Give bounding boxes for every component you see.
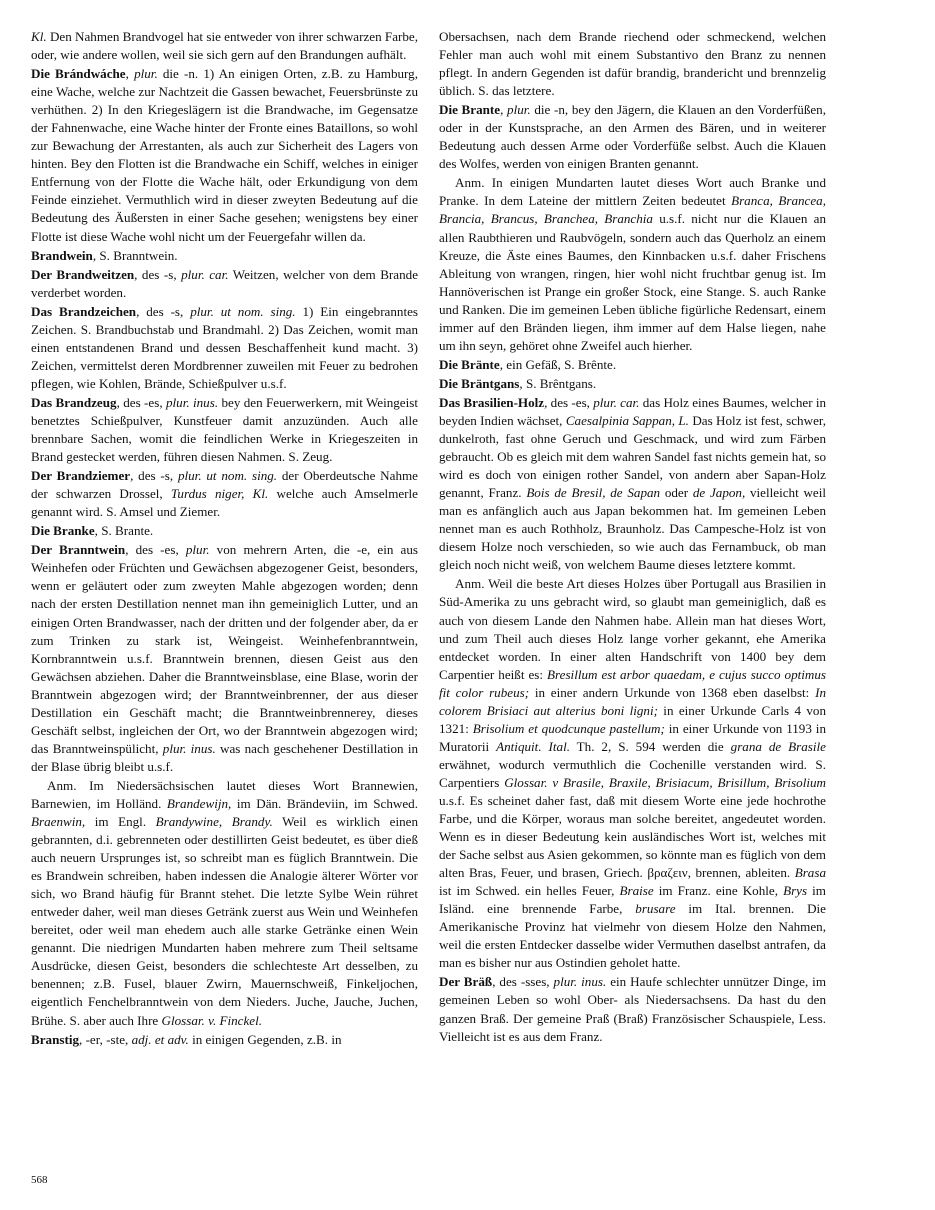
- dictionary-entry: [439, 356, 826, 374]
- body-text: im Dän. Brändeviin, im Schwed.: [231, 795, 418, 811]
- body-text: Weil es wirklich einen gebrannten, d.i. gebrenneten oder destillirten Geist bedeutet, es über dieß auch neuern Ursprunges ist, so schreibt man es füglich Branntwein. Die es Brandwein schreiben, haben indessen die Analogie älterer Wörter vor sich, wo Brand häufig für Brannt stehet. Die letzte Sylbe Wein rühret entweder daher, weil man dieses Getränk zuerst aus Wein und Weinhefen bereitet, oder weil man ehedem auch alle starke Getränke einen Wein genannt. Die niedrigen Mundarten haben mehrere zum Theil seltsame Ausdrücke, diesen Geist, besonders die schlechteste Art desselben, zu benennen; z.B. Fusel, blauer Zwirn, Mauernschweiß, Finkeljochen, eigentlich Fenchelbranntwein von dem Nieders. Juche, Jauche, Juchen, Brühe. S. aber auch Ihre: [31, 814, 418, 1028]
- italic-text: Caesalpinia Sappan, L.: [565, 412, 689, 428]
- annotation-paragraph: [31, 777, 418, 1030]
- headword: Die Branke: [31, 523, 95, 539]
- italic-text: Bois de Bresil, de Sapan: [526, 485, 661, 501]
- italic-text: plur.: [134, 66, 158, 82]
- body-text: Anm. Weil die beste Art dieses Holzes über Portugall aus Brasilien in Süd-Amerika zu uns gebracht wird, so glaubt man gemeiniglich, daß es auch von diesem Lande den Nahmen habe. Allein man hat dieses Wort, und zum Theil auch dieses Holz lange vorher gekannt, ehe Amerika entdecket worden. In einer alten Handschrift von 1400 bey dem Carpentier heißt es:: [439, 576, 826, 682]
- body-text: , ein Gefäß, S. Brênte.: [499, 356, 617, 372]
- italic-text: grana de Brasile: [730, 738, 826, 754]
- body-text: welche auch Amselmerle genannt wird. S. Amsel und Ziemer.: [31, 486, 418, 520]
- italic-text: Brandywine, Brandy.: [155, 814, 273, 830]
- italic-text: de Japon,: [692, 485, 746, 501]
- italic-text: Branca, Brancea, Brancia, Brancus, Branchea, Branchia: [439, 193, 826, 227]
- headword: Der Bräß: [439, 974, 493, 990]
- body-text: u.s.f. Es scheinet daher fast, daß mit diesem Worte eine jede hochrothe Farbe, und die Körper, woraus man solche bereitet, angedeutet worden. Wenn es in dieser Bedeutung kein ausländisches Wort ist, welches mit der Sache selbst aus Asien gekommen, so könnte man es füglich von dem alten Bras, Feuer, und brasen, Griech. βραζειν, brennen, ableiten.: [439, 792, 826, 881]
- dictionary-entry: [439, 394, 826, 574]
- body-text: bey den Feuerwerkern, mit Weingeist benetztes Schießpulver, Kunstfeuer damit anzuzünden. Auch alle brennbare Sachen, womit die feindlichen Werke in Kriegeszeiten in Brand gestecket werden, führen diesen Nahmen. S. Zeug.: [31, 394, 418, 465]
- headword: Brandwein: [31, 247, 93, 263]
- headword: Die Bräntgans: [439, 375, 520, 391]
- body-text: , des -es,: [116, 394, 166, 410]
- italic-text: plur. inus.: [553, 974, 607, 990]
- italic-text: Antiquit. Ital.: [496, 738, 570, 754]
- dictionary-entry: [31, 467, 418, 521]
- dictionary-entry: [439, 101, 826, 173]
- body-text: , des -sses,: [492, 974, 554, 990]
- continued-text: [31, 28, 418, 64]
- italic-text: In colorem Brisiaci aut alterius boni ligni;: [439, 684, 826, 718]
- body-text: erwähnet, wodurch vermuthlich die Cochenille verstanden wird. S. Carpentiers: [439, 756, 826, 790]
- italic-text: Brys: [783, 883, 808, 899]
- annotation-paragraph: [439, 575, 826, 972]
- body-text: Obersachsen, nach dem Brande riechend oder schmeckend, welchen Fehler man auch wohl mit einem Substantivo den Branz zu nennen pflegt. In andern Gegenden ist dafür brandig, brandericht und brennzelig üblich. S. das letztere.: [439, 29, 826, 99]
- dictionary-entry: [31, 303, 418, 393]
- body-text: im Franz. eine Kohle,: [653, 883, 784, 899]
- body-text: die -n. 1) An einigen Orten, z.B. zu Hamburg, eine Wache, welche zur Nachtzeit die Gassen bewachet, Feuersbrünste zu verhüthen. 2) In den Kriegeslägern ist die Brandwache, im Gegensatze der Fahnenwache, eine Wache hinter der Fronte eines Bataillons, so wohl zur Bewachung der Arrestanten, als auch zur Sicherheit des Lagers von hinten. Bey den Flotten ist die Brandwache ein Schiff, welches in einiger Entfernung von der Flotte die Wache hält, oder Erkundigung von dem Feinde einziehet. Vermuthlich wird in dieser zweyten Bedeutung auf die Bedeutung des Äußersten in einer Sache gesehen; wenigstens bey einer Flotte ist diese Wache wohl nicht um der Feuergefahr willen da.: [31, 66, 418, 244]
- body-text: , des -s,: [136, 303, 191, 319]
- italic-text: plur. car.: [181, 266, 229, 282]
- body-text: , des -s,: [130, 468, 178, 484]
- italic-text: plur.: [507, 102, 531, 118]
- body-text: in einer Urkunde Carls 4 von 1321:: [439, 702, 826, 736]
- headword: Die Brándwáche: [31, 66, 126, 82]
- italic-text: plur. inus.: [162, 740, 216, 756]
- body-text: im Ital. brennen. Die Amerikanische Provinz hat vielmehr von diesem Holze den Nahmen, weil die ersten Entdecker dasselbe wider Vermuthen daselbst antrafen, da man es bisher nur aus Ostindien geholet hatte.: [439, 901, 826, 971]
- headword: Der Brandweitzen: [31, 266, 135, 282]
- body-text: , des -s,: [134, 266, 182, 282]
- body-text: in einer andern Urkunde von 1368 eben daselbst:: [529, 684, 816, 700]
- italic-text: Brandewijn,: [166, 795, 232, 811]
- italic-text: Brasa: [794, 865, 826, 881]
- body-text: , S. Brante.: [94, 523, 154, 539]
- italic-text: Brisolium et quodcunque pastellum;: [472, 720, 665, 736]
- body-text: ein Haufe schlechter unnützer Dinge, im gemeinen Leben so wohl Ober- als Niedersachsens. Da hast du den ganzen Braß. Der gemeine Praß (Braß) Französischer Schauspiele, Less. Vielleicht ist es aus dem Franz.: [439, 974, 826, 1044]
- left-column: [31, 28, 418, 1050]
- italic-text: Glossar. v. Finckel.: [161, 1012, 263, 1028]
- italic-text: plur.: [185, 542, 210, 558]
- italic-text: Turdus niger, Kl.: [170, 486, 269, 502]
- annotation-paragraph: [439, 174, 826, 354]
- body-text: das Holz eines Baumes, welcher in beyden Indien wächset,: [439, 394, 827, 428]
- italic-text: brusare: [635, 901, 676, 917]
- dictionary-entry: [31, 247, 418, 265]
- italic-text: Glossar. v Brasile, Braxile, Brisiacum, Brisillum, Brisolium: [504, 774, 826, 790]
- italic-text: plur. ut nom. sing.: [177, 468, 278, 484]
- headword: Die Brante: [439, 102, 501, 118]
- body-text: die -n, bey den Jägern, die Klauen an den Vorderfüßen, oder in der Kunstsprache, an den Armen des Bären, und in weiterer Bedeutung auch dessen Arme oder Vorderfüße selbst. Auch die Klauen des Wolfes, werden von einigen Branten genannt.: [439, 102, 827, 172]
- body-text: Weitzen, welcher von dem Brande verderbet worden.: [31, 266, 419, 300]
- body-text: von mehrern Arten, die -e, ein aus Weinhefen oder Früchten und Gewächsen abgezogener Geist, besonders, wenn er geläutert oder zum zweyten Mahle abgezogen worden; denn nach der ersten Destillation nennet man ihn gemeiniglich Lutter, und an einigen Orten Brandwasser, nach der dritten und der folgender aber, da er zum Trinken zu stark ist, Weingeist. Weinhefenbranntwein, Kornbranntwein u.s.f. Branntwein brennen, diesen Geist aus den Gewächsen abziehen. Daher die Branntweinsblase, eine Blase, worin der Branntwein abgezogen wird; der Branntweinbrenner, der aus dieser Destillation ein Geschäft macht; die Branntweinbrennerey, dieses Geschäft selbst, ingleichen der Ort, wo der Branntwein abgezogen wird; das Branntweinspülicht,: [31, 542, 418, 756]
- italic-text: plur. car.: [593, 394, 640, 410]
- body-text: Anm. In einigen Mundarten lautet dieses Wort auch Branke und Pranke. In dem Lateine der mittlern Zeiten bedeutet: [439, 175, 826, 209]
- dictionary-entry: [31, 266, 418, 302]
- body-text: ist im Schwed. ein helles Feuer,: [439, 883, 620, 899]
- dictionary-entry: [31, 522, 418, 540]
- headword: Das Brasilien-Holz: [439, 394, 545, 410]
- headword: Das Brandzeug: [31, 394, 117, 410]
- dictionary-entry: [439, 973, 826, 1045]
- body-text: im Engl.: [85, 814, 156, 830]
- body-text: in einer Urkunde von 1193 in Muratorii: [439, 720, 826, 754]
- body-text: , -er, -ste,: [79, 1031, 132, 1047]
- body-text: im Isländ. eine brennende Farbe,: [439, 883, 826, 917]
- body-text: vielleicht weil man es anfänglich auch aus Japan bekommen hat. Im gemeinen Leben nennet man es auch Rothholz, Braunholz. Das Campesche-Holz ist von diesem Holze noch verschieden, so wie auch das Fernambuck, ob man gleich noch nicht weiß, von welchem Baume dieses letztere kommt.: [439, 485, 827, 573]
- italic-text: Kl.: [31, 29, 47, 44]
- headword: Der Brandziemer: [31, 468, 131, 484]
- body-text: was nach geschehener Destillation in der Blase übrig bleibt u.s.f.: [31, 740, 419, 774]
- italic-text: plur. inus.: [165, 394, 219, 410]
- body-text: Th. 2, S. 594 werden die: [569, 738, 731, 754]
- body-text: oder: [660, 485, 693, 501]
- dictionary-entry: [439, 375, 826, 393]
- body-text: , S. Branntwein.: [92, 247, 178, 263]
- headword: Der Branntwein: [31, 542, 126, 558]
- body-text: ,: [125, 66, 135, 82]
- dictionary-entry: [31, 541, 418, 776]
- body-text: Den Nahmen Brandvogel hat sie entweder von ihrer schwarzen Farbe, oder, wie andere wollen, weil sie sich gern auf den Brandungen aufhält.: [31, 29, 418, 63]
- body-text: , des -es,: [544, 394, 594, 410]
- italic-text: Braise: [619, 883, 654, 899]
- dictionary-entry: [31, 1031, 418, 1049]
- body-text: , S. Brêntgans.: [519, 375, 597, 391]
- page-number: 568: [31, 1174, 48, 1186]
- body-text: Anm. Im Niedersächsischen lautet dieses Wort Brannewien, Barnewien, im Holländ.: [31, 777, 418, 811]
- right-column: [439, 28, 826, 1047]
- body-text: ,: [500, 102, 508, 118]
- body-text: Das Holz ist fest, schwer, dunkelroth, fast ohne Geruch und Geschmack, und wird zum Färben gebraucht. Ob es gleich mit dem wahren Sandel fast nichts gemein hat, so wird es doch von einigen rother Sandel, von andern aber Sapan-Holz genannt, Franz.: [439, 412, 826, 501]
- dictionary-entry: [31, 65, 418, 245]
- body-text: der Oberdeutsche Nahme der schwarzen Drossel,: [31, 468, 418, 502]
- italic-text: adj. et adv.: [131, 1031, 189, 1047]
- headword: Branstig: [31, 1031, 80, 1047]
- italic-text: Braenwin,: [31, 814, 86, 830]
- body-text: u.s.f. nicht nur die Klauen an allen Raubthieren und Raubvögeln, sondern auch das Querholz an einem Kreuze, die Äste eines Baumes, den Kinnbacken u.s.f. daher Frischens Ableitung von wrangen, ringen, hier wohl nicht fruchtbar genug ist. Im Hannöverischen ist Prange ein großer Stock, eine Stange. S. auch Ranke und Ranken. Die im gemeinen Leben übliche figürliche Redensart, einem immer auf den Bränden liegen, ihm immer auf dem Halse liegen, nahe um ihn seyn, gehöret ohne Zweifel auch hierher.: [439, 211, 826, 353]
- body-text: , des -es,: [125, 542, 186, 558]
- headword: Das Brandzeichen: [31, 303, 137, 319]
- headword: Die Bränte: [439, 356, 500, 372]
- body-text: in einigen Gegenden, z.B. in: [188, 1031, 342, 1047]
- body-text: 1) Ein eingebranntes Zeichen. S. Brandbuchstab und Brandmahl. 2) Das Zeichen, womit man einen entstandenen Brand und dessen Beschaffenheit kund macht. 3) Zeichen, vermittelst deren Mordbrenner zuweilen mit Feuer zu bedrohen pflegen, wie Kohlen, Brände, Schießpulver u.s.f.: [31, 303, 419, 391]
- continued-text: [439, 28, 826, 100]
- italic-text: Bresillum est arbor quaedam, e cujus succo optimus fit color rubeus;: [439, 666, 826, 700]
- italic-text: plur. ut nom. sing.: [190, 303, 296, 319]
- dictionary-entry: [31, 394, 418, 466]
